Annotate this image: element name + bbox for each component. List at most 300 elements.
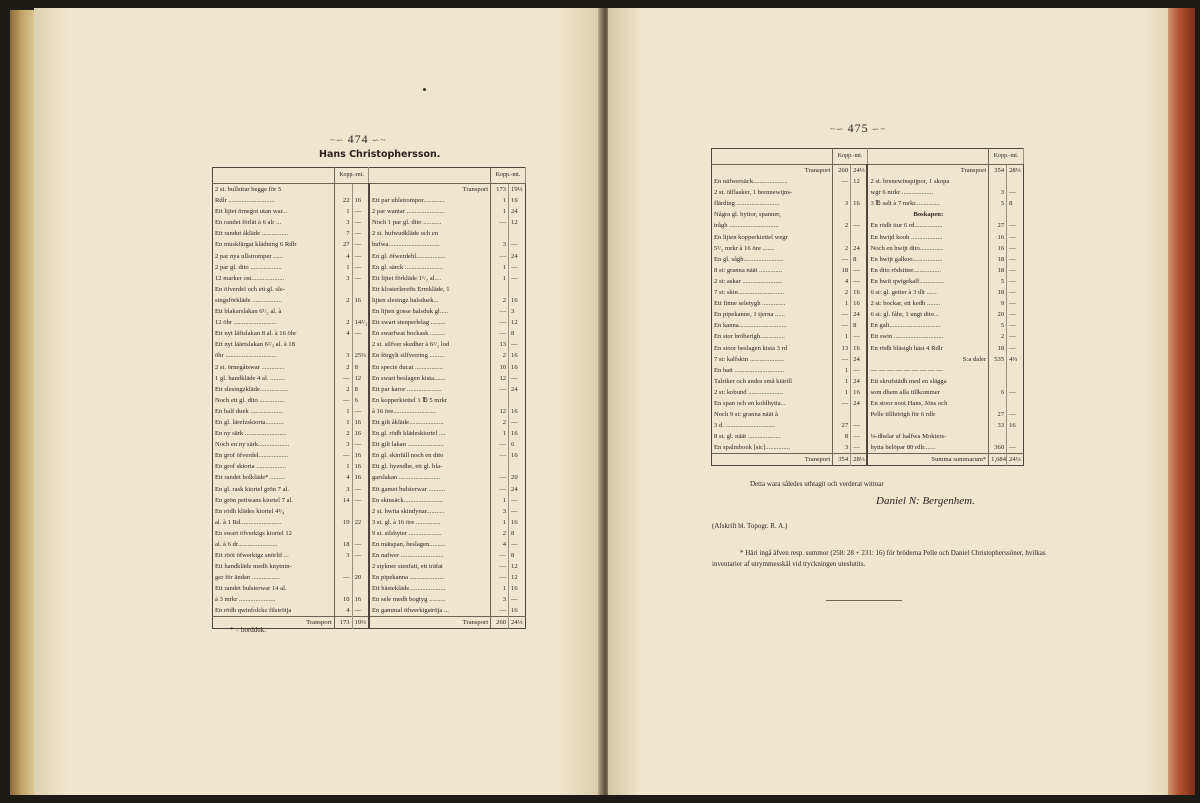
- value-cell: [334, 583, 352, 594]
- fraction-cell: 16: [511, 585, 518, 593]
- value-cell: —: [334, 450, 352, 461]
- item-cell: En stoor noot Hans, Jöns och: [867, 398, 988, 409]
- left-table-row: [213, 384, 526, 395]
- fraction-cell: —: [511, 507, 518, 515]
- item-cell: hufwa...............................: [369, 239, 491, 250]
- value-cell: 260: [833, 165, 851, 177]
- value-cell: 1: [491, 262, 509, 273]
- fraction-cell: 8: [352, 361, 369, 372]
- item-cell: Ett klosterlerefts Ermkläde, 1: [369, 284, 491, 295]
- value-cell: 9: [989, 298, 1007, 309]
- value-cell: 10: [491, 361, 509, 372]
- item-cell: 8 st: granna näät ..............: [712, 265, 833, 276]
- value-cell: 5: [989, 276, 1007, 287]
- value-cell: 3: [833, 198, 851, 209]
- left-table-row: [213, 217, 526, 228]
- item-cell: En swart öfverkigs kiortel 12: [213, 528, 335, 539]
- right-table-row: [712, 287, 1024, 298]
- item-cell: En lijten kopperkiettel wegr: [712, 231, 833, 242]
- fraction-cell: —: [352, 328, 369, 339]
- item-cell: En öfverdel och ett gl. sle-: [213, 284, 335, 295]
- left-table-row: [213, 395, 526, 406]
- item-cell: Ett lijtet förkläde 1¹/₂ al....: [369, 273, 491, 284]
- item-cell: öhr ...............................: [213, 350, 335, 361]
- fraction-cell: —: [352, 206, 369, 217]
- fraction-cell: —: [851, 331, 868, 342]
- value-cell: —: [491, 439, 509, 450]
- item-cell: Ett finne seletygh ..............: [712, 298, 833, 309]
- value-cell: —: [491, 605, 509, 617]
- fraction-cell: 16: [511, 452, 518, 460]
- value-cell: 1: [491, 495, 509, 506]
- value-cell: [833, 209, 851, 220]
- fraction-cell: [352, 184, 369, 196]
- item-cell: 5¹/₂ mrkr à 16 öre .......: [712, 243, 833, 254]
- item-cell: Några gl. byttor, spanner,: [712, 209, 833, 220]
- value-cell: 18: [989, 287, 1007, 298]
- right-table-row: [712, 409, 1024, 420]
- item-cell: En gl. skinfäll noch en dito: [369, 450, 491, 461]
- transport-cell: 354: [833, 454, 851, 466]
- value-cell: [491, 228, 509, 239]
- fraction-cell: 8: [851, 320, 868, 331]
- transport-cell: 19⅓: [352, 617, 369, 629]
- fraction-cell: 16: [851, 298, 868, 309]
- value-cell: 1: [833, 331, 851, 342]
- fraction-cell: [352, 306, 369, 317]
- header-cell: [213, 168, 335, 184]
- item-cell: Ett par uhlstrompor.............: [369, 195, 491, 206]
- item-cell: Ett gamet bulsterwar ..........: [369, 483, 491, 494]
- value-cell: 1: [334, 262, 352, 273]
- item-cell: 2 st. hwita skindynar...........: [369, 506, 491, 517]
- fraction-cell: 16: [511, 607, 518, 615]
- left-table-row: [213, 350, 526, 361]
- item-cell: 2 stykner stenfatt, ett träfat: [369, 561, 491, 572]
- value-cell: —: [491, 317, 509, 328]
- item-cell: En kopperkiettel 1 ℔ 5 mrkr: [369, 395, 491, 406]
- transport-cell: Summa summarum*: [867, 454, 988, 466]
- fraction-cell: —: [352, 273, 369, 284]
- item-cell: 3 d. ..............................: [712, 420, 833, 431]
- transport-cell: 28⅓: [851, 454, 868, 466]
- right-table-row: [712, 187, 1024, 198]
- value-cell: 1: [491, 206, 509, 217]
- value-cell: 2: [491, 417, 509, 428]
- left-table-row: [213, 539, 526, 550]
- value-cell: 2: [334, 384, 352, 395]
- item-cell: En half duek ....................: [213, 406, 335, 417]
- fraction-cell: 24: [511, 385, 518, 393]
- item-cell: Ett skrufstädh med en slägga: [867, 376, 988, 387]
- left-table-row: [213, 373, 526, 384]
- left-table-row: [213, 317, 526, 328]
- fraction-cell: —: [352, 250, 369, 261]
- fraction-cell: 16: [352, 295, 369, 306]
- page-title: Hans Christophersson.: [319, 149, 441, 160]
- right-table-row: [712, 365, 1024, 376]
- item-cell: [867, 420, 988, 431]
- item-cell: Ett gilt åkläde.....................: [369, 417, 491, 428]
- left-table-row: [213, 195, 526, 206]
- right-table-row: [712, 331, 1024, 342]
- fraction-cell: [1007, 376, 1024, 387]
- fraction-cell: 16: [511, 296, 518, 304]
- item-cell: trågh ..............................: [712, 220, 833, 231]
- left-table-row: [213, 495, 526, 506]
- item-cell: Ett par karor .....................: [369, 384, 491, 395]
- fraction-cell: 20: [511, 474, 518, 482]
- value-cell: 1: [334, 206, 352, 217]
- left-table-row: [213, 483, 526, 494]
- value-cell: 3: [491, 239, 509, 250]
- value-cell: [833, 409, 851, 420]
- fraction-cell: 22: [352, 517, 369, 528]
- item-cell: 2 st. ölflasker, 1 brennewijns-: [712, 187, 833, 198]
- fraction-cell: 24: [511, 485, 518, 493]
- item-cell: 2 st. silfver skedher à 6¹/₂ lod: [369, 339, 491, 350]
- header-cell: Kopp.-mt.: [491, 168, 526, 184]
- fraction-cell: 4⅓: [1009, 355, 1018, 363]
- item-cell: Noch 9 st: granna näät à: [712, 409, 833, 420]
- fraction-cell: [352, 506, 369, 517]
- value-cell: 1: [833, 298, 851, 309]
- item-cell: Noch en hwijt dito..............: [867, 243, 988, 254]
- right-table-row: [712, 354, 1024, 365]
- fraction-cell: 16: [1009, 422, 1016, 430]
- fraction-cell: 19⅓: [511, 186, 523, 193]
- item-cell: Ett randet bulsterwar 14 al.: [213, 583, 335, 594]
- value-cell: 1: [334, 406, 352, 417]
- fraction-cell: [851, 409, 868, 420]
- value-cell: 1: [833, 365, 851, 376]
- fraction-cell: 16: [352, 428, 369, 439]
- header-cell: Kopp.-mt.: [833, 149, 868, 165]
- item-cell: 2 st: kobund .....................: [712, 387, 833, 398]
- fraction-cell: —: [1009, 411, 1016, 419]
- fraction-cell: 6: [352, 395, 369, 406]
- item-cell: En lijten gosse halsduk gl.....: [369, 306, 491, 317]
- item-cell: En gl. rödh klädeskiortel ....: [369, 428, 491, 439]
- item-cell: Ett nyt läärtslakan 6²/₃ al. à 18: [213, 339, 335, 350]
- right-table-row: [712, 176, 1024, 187]
- item-cell: En rödh tiur 6 rd.................: [867, 220, 988, 231]
- fraction-cell: 16: [511, 407, 518, 415]
- value-cell: 13: [833, 342, 851, 353]
- value-cell: 5: [989, 320, 1007, 331]
- right-table-row: [712, 231, 1024, 242]
- fraction-cell: 8: [1009, 200, 1013, 208]
- item-cell: hytta belöpar 80 rdlr.......: [867, 442, 988, 454]
- value-cell: 4: [334, 250, 352, 261]
- fraction-cell: —: [1009, 444, 1016, 452]
- fraction-cell: 16: [352, 195, 369, 206]
- item-cell: — — — — — — — — —: [867, 365, 988, 376]
- value-cell: 18: [833, 265, 851, 276]
- fraction-cell: 16: [511, 352, 518, 360]
- left-table-row: [213, 406, 526, 417]
- fraction-cell: [1007, 431, 1024, 442]
- value-cell: 5: [989, 198, 1007, 209]
- value-cell: [491, 461, 509, 472]
- value-cell: [989, 398, 1007, 409]
- value-cell: 20: [989, 309, 1007, 320]
- item-cell: Ett slesingzkläde.................: [213, 384, 335, 395]
- item-cell: En gl. särck .......................: [369, 262, 491, 273]
- fraction-cell: —: [511, 274, 518, 282]
- fraction-cell: —: [1009, 333, 1016, 341]
- item-cell: Ett randut åkläde ................: [213, 228, 335, 239]
- item-cell: En grof skiorta ..................: [213, 461, 335, 472]
- item-cell: lijten slesingz halsduek...: [369, 295, 491, 306]
- fraction-cell: [352, 339, 369, 350]
- fraction-cell: 16: [511, 518, 518, 526]
- item-cell: En näfwersäck.....................: [712, 176, 833, 187]
- value-cell: —: [491, 217, 509, 228]
- item-cell: 6 st: gl. fåhr, 1 ungt dito...: [867, 309, 988, 320]
- value-cell: 2: [833, 287, 851, 298]
- value-cell: [833, 231, 851, 242]
- item-cell: En rödh klädes kiortel 4³/₄: [213, 506, 335, 517]
- value-cell: —: [334, 395, 352, 406]
- page-number-text: 475: [847, 121, 869, 135]
- value-cell: 1: [334, 461, 352, 472]
- fraction-cell: —: [352, 495, 369, 506]
- fraction-cell: 24: [851, 309, 868, 320]
- value-cell: [334, 506, 352, 517]
- item-cell: En pipekanne, 1 tjerna ......: [712, 309, 833, 320]
- value-cell: 4: [334, 328, 352, 339]
- right-table-row: [712, 342, 1024, 353]
- value-cell: 1: [334, 417, 352, 428]
- value-cell: 7: [334, 228, 352, 239]
- value-cell: —: [491, 384, 509, 395]
- value-cell: 2: [491, 295, 509, 306]
- value-cell: 1: [491, 273, 509, 284]
- item-cell: 3 ℔ salt à 7 mrkr...............: [867, 198, 988, 209]
- left-table-row: [213, 506, 526, 517]
- value-cell: —: [491, 450, 509, 461]
- item-cell: Ett lijtet örnegot utan war...: [213, 206, 335, 217]
- value-cell: 2: [334, 317, 352, 328]
- item-cell: Transport: [712, 165, 833, 177]
- value-cell: 33: [989, 420, 1007, 431]
- value-cell: 27: [833, 420, 851, 431]
- value-cell: 4: [334, 605, 352, 617]
- item-cell: Noch ett gl. dito ...............: [213, 395, 335, 406]
- item-cell: En swart beslagen kista.......: [369, 373, 491, 384]
- value-cell: —: [491, 472, 509, 483]
- item-cell: Ett hästekläde......................: [369, 583, 491, 594]
- fraction-cell: 12: [511, 319, 518, 327]
- item-cell: En gl. lärefzskiorta...........: [213, 417, 335, 428]
- fraction-cell: —: [851, 220, 868, 231]
- item-cell: Ett gilt lakan ......................: [369, 439, 491, 450]
- fraction-cell: —: [352, 539, 369, 550]
- fraction-cell: —: [1009, 222, 1016, 230]
- item-cell: En galt...............................: [867, 320, 988, 331]
- fraction-cell: 6: [511, 441, 515, 449]
- value-cell: —: [491, 561, 509, 572]
- item-cell: flärding ..........................: [712, 198, 833, 209]
- transport-cell: Transport: [369, 617, 491, 629]
- item-cell: En stoor beslagen kista 3 rd: [712, 342, 833, 353]
- value-cell: 10: [334, 594, 352, 605]
- item-cell: 1 gl. handkläde 4 al. .........: [213, 373, 335, 384]
- right-table-transport-row: [712, 454, 1024, 466]
- item-cell: à 16 öre..........................: [369, 406, 491, 417]
- item-cell: S:a daler: [867, 354, 988, 365]
- item-cell: al. à 1 Rd.........................: [213, 517, 335, 528]
- fraction-cell: 25⅓: [352, 350, 369, 361]
- value-cell: 27: [989, 409, 1007, 420]
- value-cell: 2: [491, 528, 509, 539]
- value-cell: 3: [334, 550, 352, 561]
- item-cell: 7 st: skin............................: [712, 287, 833, 298]
- fraction-cell: —: [511, 596, 518, 604]
- inventory-table-left: [212, 167, 526, 629]
- transport-cell: 1,684: [989, 454, 1007, 466]
- left-table-row: [213, 328, 526, 339]
- fraction-cell: 12: [851, 176, 868, 187]
- right-table-row: [712, 442, 1024, 454]
- fraction-cell: —: [1009, 311, 1016, 319]
- value-cell: 2: [334, 361, 352, 372]
- left-table-row: [213, 295, 526, 306]
- value-cell: —: [491, 328, 509, 339]
- value-cell: 3: [491, 506, 509, 517]
- item-cell: 3 st. gl. à 16 öre ...............: [369, 517, 491, 528]
- value-cell: 354: [989, 165, 1007, 177]
- item-cell: En randet förlät à 6 alr ...: [213, 217, 335, 228]
- item-cell: 12 marker ost....................: [213, 273, 335, 284]
- item-cell: 2 st. örnegåtswar ..............: [213, 361, 335, 372]
- fraction-cell: 12: [511, 219, 518, 227]
- fraction-cell: [1007, 176, 1024, 187]
- value-cell: 14: [334, 495, 352, 506]
- item-cell: som dhem alla tillkommer: [867, 387, 988, 398]
- item-cell: Ett blakarslakan 6¹/₂ al. à: [213, 306, 335, 317]
- fraction-cell: 24: [851, 376, 868, 387]
- fraction-cell: —: [352, 605, 369, 617]
- item-cell: Ett swart stenperlelag .........: [369, 317, 491, 328]
- left-table-row: [213, 550, 526, 561]
- fraction-cell: —: [851, 276, 868, 287]
- value-cell: 19: [334, 517, 352, 528]
- fraction-cell: —: [851, 431, 868, 442]
- value-cell: 173: [491, 184, 509, 196]
- value-cell: [334, 339, 352, 350]
- fraction-cell: 28⅓: [1009, 167, 1021, 174]
- item-cell: 7 st: kalfskin .....................: [712, 354, 833, 365]
- fraction-cell: —: [1009, 277, 1016, 285]
- value-cell: 18: [989, 265, 1007, 276]
- item-cell: En stor bröberigh...............: [712, 331, 833, 342]
- item-cell: 12 öhr ..........................: [213, 317, 335, 328]
- item-cell: garslakan .........................: [369, 472, 491, 483]
- value-cell: 13: [491, 339, 509, 350]
- left-table-row: [213, 572, 526, 583]
- item-cell: En pipekanna .....................: [369, 572, 491, 583]
- fraction-cell: 24: [851, 243, 868, 254]
- fraction-cell: 24: [511, 252, 518, 260]
- fraction-cell: —: [1009, 266, 1016, 274]
- right-table-row: [712, 165, 1024, 177]
- item-cell: Ett nyt läftslakan 8 al. à 16 öhr: [213, 328, 335, 339]
- left-table-row: [213, 439, 526, 450]
- fraction-cell: 8: [511, 552, 515, 560]
- left-table-row: [213, 239, 526, 250]
- fraction-cell: 8: [511, 330, 515, 338]
- fraction-cell: 3: [511, 308, 515, 316]
- fraction-cell: —: [352, 439, 369, 450]
- item-cell: En dito rödsitter.................: [867, 265, 988, 276]
- fraction-cell: [352, 284, 369, 295]
- value-cell: 27: [334, 239, 352, 250]
- fraction-cell: —: [1009, 233, 1016, 241]
- transport-cell: Transport: [712, 454, 833, 466]
- left-table-header-row: [213, 168, 526, 184]
- fraction-cell: 24: [511, 208, 518, 216]
- fraction-cell: 16: [851, 342, 868, 353]
- item-cell: En hwijt galkoo..................: [867, 254, 988, 265]
- value-cell: 12: [491, 373, 509, 384]
- fraction-cell: 12: [511, 563, 518, 571]
- left-table-row: [213, 206, 526, 217]
- item-cell: al. à 6 dr........................: [213, 539, 335, 550]
- fraction-cell: 14²/₃: [352, 317, 369, 328]
- item-cell: En sele medh bogtyg ..........: [369, 594, 491, 605]
- item-cell: Boskapen:: [867, 209, 988, 220]
- fraction-cell: —: [352, 262, 369, 273]
- value-cell: —: [833, 354, 851, 365]
- item-cell: Rdlr ............................: [213, 195, 335, 206]
- header-cell: Kopp.-mt.: [334, 168, 369, 184]
- value-cell: 2: [833, 243, 851, 254]
- item-cell: Transport: [867, 165, 988, 177]
- left-table-row: [213, 339, 526, 350]
- right-table-row: [712, 398, 1024, 409]
- value-cell: 1: [491, 517, 509, 528]
- fraction-cell: [509, 228, 526, 239]
- item-cell: En nafwer ..........................: [369, 550, 491, 561]
- fraction-cell: —: [1009, 255, 1016, 263]
- item-cell: Talriker och andra små kiärill: [712, 376, 833, 387]
- value-cell: [334, 306, 352, 317]
- value-cell: 1: [491, 583, 509, 594]
- fraction-cell: [851, 231, 868, 242]
- fraction-cell: —: [1009, 300, 1016, 308]
- transport-cell: 173: [334, 617, 352, 629]
- header-cell: Kopp.-mt.: [989, 149, 1024, 165]
- value-cell: 3: [334, 439, 352, 450]
- item-cell: En span och en kohlhytta...: [712, 398, 833, 409]
- fraction-cell: —: [1009, 189, 1016, 197]
- item-cell: Ett handkläde medh knytnin-: [213, 561, 335, 572]
- value-cell: 18: [989, 342, 1007, 353]
- value-cell: 16: [989, 231, 1007, 242]
- header-cell: [867, 149, 988, 165]
- fraction-cell: 16: [352, 472, 369, 483]
- fraction-cell: —: [511, 241, 518, 249]
- fraction-cell: 16: [851, 287, 868, 298]
- right-table-row: [712, 320, 1024, 331]
- item-cell: En gammal öfwerkigströja ...: [369, 605, 491, 617]
- item-cell: En hatt ..............................: [712, 365, 833, 376]
- fraction-cell: 16: [511, 363, 518, 371]
- item-cell: Noch en ny särk...................: [213, 439, 335, 450]
- value-cell: [334, 184, 352, 196]
